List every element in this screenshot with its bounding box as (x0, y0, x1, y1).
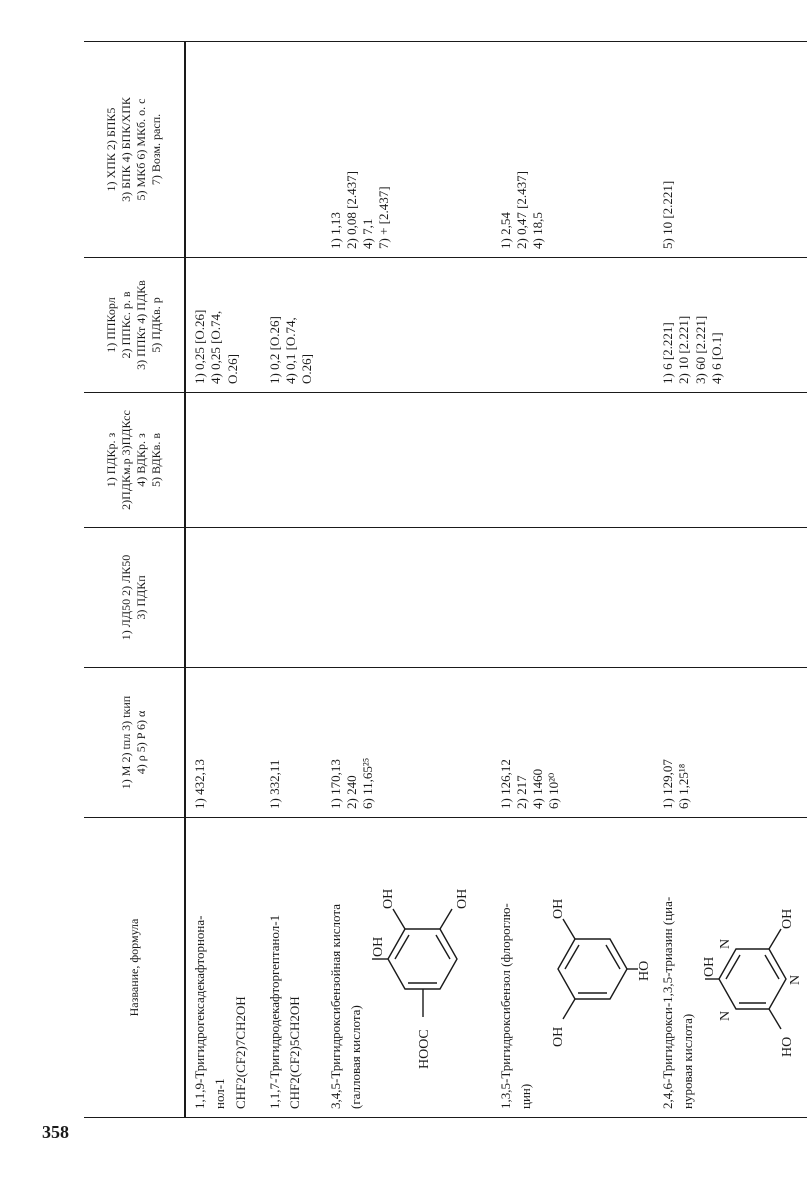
svg-text:OH: OH (779, 908, 795, 929)
tox-cell (654, 528, 807, 668)
phys-cell: 1) 129,07 6) 1,25¹⁸ (654, 668, 807, 818)
svg-text:N: N (787, 974, 803, 985)
table-row (185, 42, 261, 1118)
header-phys: 1) М 2) tпл 3) tкип 4) ρ 5) P 6) α (84, 668, 185, 818)
phys-cell: 1) 170,13 2) 240 6) 11,65²⁵ (322, 668, 492, 818)
header-soil: 1) ППКорл 2) ППКс. р. в 3) ППКт 4) ПДКв 5) ПДКв. р (84, 258, 185, 393)
name-cell: 3,4,5-Тригидроксибензойная кислота (галловая кислота) HOOC OH OH OH (322, 818, 492, 1118)
svg-text:OH: OH (701, 956, 717, 977)
bio-cell: 1) 1,13 2) 0,08 [2.437] 4) 7,1 7) + [2.437] (322, 42, 492, 258)
rotated-table-container (84, 42, 803, 1118)
name-cell: 1,3,5-Тригидроксибензол (флороглю- цин) OH OH HO (492, 818, 655, 1118)
svg-text:N: N (717, 1010, 733, 1021)
soil-cell: 1) 6 [2.221] 2) 10 [2.221] 3) 60 [2.221] 4) 6 [O.1] (654, 258, 807, 393)
water-cell (322, 393, 492, 528)
header-bio: 1) ХПК 2) БПК5 3) БПК 4) БПК/ХПК 5) МКб 6) МКб. о. с 7) Возм. расп. (84, 42, 185, 258)
soil-cell (492, 258, 655, 393)
header-water: 1) ПДКр. з 2)ПДКм.р 3)ПДКсс 4) ВДКр. з 5) ВДКв. в (84, 393, 185, 528)
soil-cell (322, 258, 492, 393)
water-cell (261, 393, 322, 528)
cyanuric-acid-structure (701, 829, 801, 1109)
svg-text:N: N (717, 938, 733, 949)
bio-cell (261, 42, 322, 258)
phys-cell: 1) 332,11 (261, 668, 322, 818)
svg-text:HOOC: HOOC (417, 1029, 432, 1069)
name-cell: 1,1,9-Тригидрогексадекафторнона- нол-1 CHF2(CF2)7CH2OH (185, 818, 261, 1118)
svg-text:OH: OH (381, 888, 396, 909)
table-row (261, 42, 322, 1118)
phys-cell: 1) 432,13 (185, 668, 261, 818)
bio-cell: 5) 10 [2.221] (654, 42, 807, 258)
table-row (654, 42, 807, 1118)
svg-text:OH: OH (371, 936, 386, 957)
phloroglucinol-structure (538, 829, 652, 1109)
data-table (84, 41, 807, 1118)
table-row (322, 42, 492, 1118)
formula: CHF2(CF2)7CH2OH (232, 996, 248, 1109)
svg-text:HO: HO (637, 960, 652, 981)
soil-cell: 1) 0,25 [O.26] 4) 0,25 [O.74, O.26] (185, 258, 261, 393)
tox-cell (322, 528, 492, 668)
gallic-acid-structure (368, 829, 478, 1109)
formula: CHF2(CF2)5CH2OH (287, 996, 302, 1109)
svg-text:HO: HO (779, 1036, 795, 1057)
header-name: Название, формула (84, 818, 185, 1118)
soil-cell: 1) 0,2 [O.26] 4) 0,1 [O.74, O.26] (261, 258, 322, 393)
bio-cell: 1) 2,54 2) 0,47 [2.437] 4) 18,5 (492, 42, 655, 258)
svg-text:OH: OH (455, 888, 470, 909)
name-cell: 2,4,6-Тригидрокси-1,3,5-триазин (циа- нуровая кислота) N N N OH HO OH (654, 818, 807, 1118)
svg-text:OH: OH (551, 1026, 566, 1047)
svg-text:OH: OH (551, 898, 566, 919)
tox-cell (492, 528, 655, 668)
tox-cell (261, 528, 322, 668)
water-cell (654, 393, 807, 528)
bio-cell (185, 42, 261, 258)
water-cell (185, 393, 261, 528)
page-number: 358 (42, 1122, 69, 1142)
table-row (492, 42, 655, 1118)
name-cell: 1,1,7-Тригидродекафторгептанол-1 CHF2(CF2)5CH2OH (261, 818, 322, 1118)
water-cell (492, 393, 655, 528)
tox-cell (185, 528, 261, 668)
table-header-row (84, 42, 185, 1118)
header-tox: 1) ЛД50 2) ЛК50 3) ПДКп (84, 528, 185, 668)
phys-cell: 1) 126,12 2) 217 4) 1460 6) 10²⁰ (492, 668, 655, 818)
